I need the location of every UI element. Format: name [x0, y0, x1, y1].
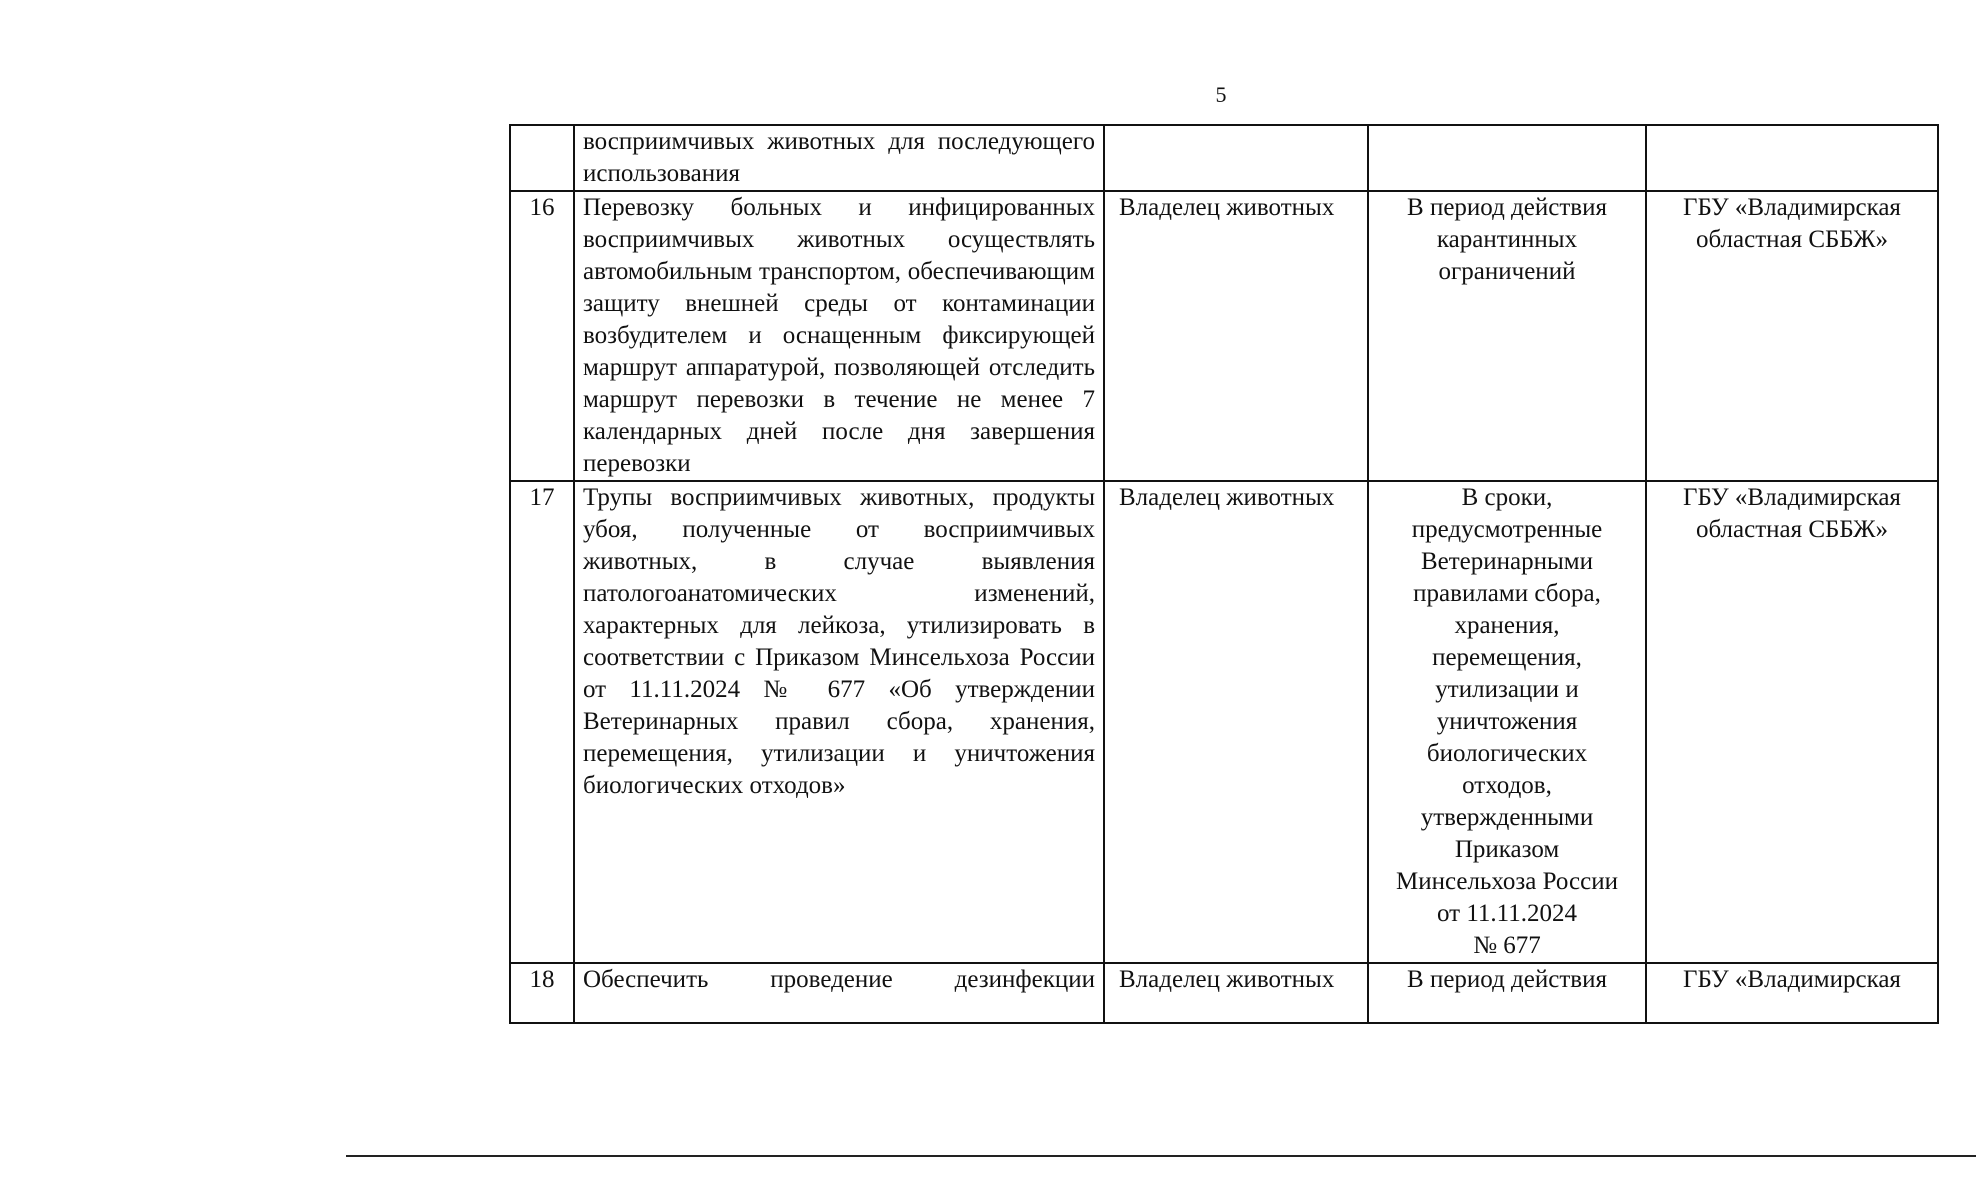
responsible-cell: Владелец животных — [1104, 481, 1368, 963]
executor-cell: ГБУ «Владимирская — [1646, 963, 1938, 1023]
table-row — [510, 963, 1938, 1023]
responsible-cell — [1104, 125, 1368, 191]
table-row — [510, 191, 1938, 481]
action-cell: Обеспечить проведение дезинфекции — [574, 963, 1104, 1023]
row-number: 16 — [510, 191, 574, 481]
term-cell: В период действия карантинных ограничений — [1368, 191, 1646, 481]
action-cell: Трупы восприимчивых животных, продукты убоя, полученные от восприимчивых животных, в случае выявления патологоанатомических изменений, характерных для лейкоза, утилизировать в соответствии с Приказом Минсельхоза России от 11.11.2024 № 677 «Об утверждении Ветеринарных правил сбора, хранения, перемещения, утилизации и уничтожения биологических отходов» — [574, 481, 1104, 963]
measures-table — [509, 124, 1939, 1024]
page-number: 5 — [1215, 82, 1227, 107]
executor-cell: ГБУ «Владимирская областная СББЖ» — [1646, 191, 1938, 481]
row-number — [510, 125, 574, 191]
row-number: 18 — [510, 963, 574, 1023]
footer-divider — [346, 1155, 1976, 1157]
action-cell: Перевозку больных и инфицированных восприимчивых животных осуществлять автомобильным транспортом, обеспечивающим защиту внешней среды от контаминации возбудителем и оснащенным фиксирующей маршрут аппаратурой, позволяющей отследить маршрут перевозки в течение не менее 7 календарных дней после дня завершения перевозки — [574, 191, 1104, 481]
responsible-cell: Владелец животных — [1104, 191, 1368, 481]
term-cell: В период действия — [1368, 963, 1646, 1023]
action-cell: восприимчивых животных для последующего использования — [574, 125, 1104, 191]
executor-cell — [1646, 125, 1938, 191]
table-row — [510, 125, 1938, 191]
responsible-cell: Владелец животных — [1104, 963, 1368, 1023]
row-number: 17 — [510, 481, 574, 963]
executor-cell: ГБУ «Владимирская областная СББЖ» — [1646, 481, 1938, 963]
term-cell — [1368, 125, 1646, 191]
table-row — [510, 481, 1938, 963]
term-cell: В сроки, предусмотренные Ветеринарными правилами сбора, хранения, перемещения, утилизации и уничтожения биологических отходов, утвержденными Приказом Минсельхоза России от 11.11.2024 № 677 — [1368, 481, 1646, 963]
